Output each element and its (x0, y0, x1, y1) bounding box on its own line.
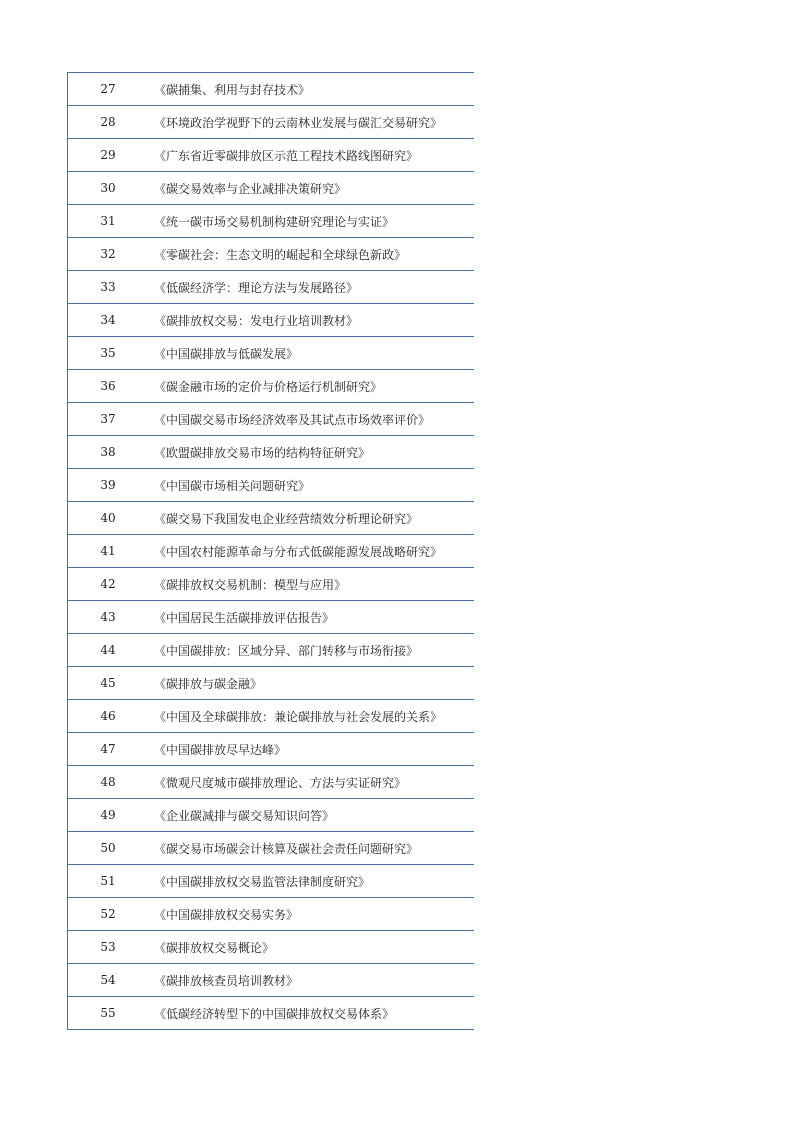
row-number: 34 (100, 313, 116, 327)
book-title: 《零碳社会：生态文明的崛起和全球绿色新政》 (154, 247, 407, 262)
table-row (68, 237, 474, 270)
table-row (68, 831, 474, 864)
table-row (68, 105, 474, 138)
table-row (68, 138, 474, 171)
book-title: 《中国碳交易市场经济效率及其试点市场效率评价》 (154, 412, 431, 427)
row-number: 29 (100, 148, 116, 162)
row-number: 53 (100, 940, 116, 954)
book-title: 《碳交易效率与企业减排决策研究》 (154, 181, 347, 196)
row-number: 46 (100, 709, 116, 723)
book-title: 《碳排放与碳金融》 (154, 676, 263, 691)
table-row (68, 567, 474, 600)
book-title: 《广东省近零碳排放区示范工程技术路线图研究》 (154, 148, 419, 163)
table-row (68, 171, 474, 204)
row-number: 28 (100, 115, 116, 129)
row-number: 42 (100, 577, 116, 591)
row-number: 27 (100, 82, 116, 96)
book-title: 《中国及全球碳排放：兼论碳排放与社会发展的关系》 (154, 709, 443, 724)
row-number: 38 (100, 445, 116, 459)
table-row (68, 270, 474, 303)
table-row (68, 303, 474, 336)
book-title: 《碳捕集、利用与封存技术》 (154, 82, 311, 97)
table-row (68, 864, 474, 897)
table-row (68, 732, 474, 765)
table-row (68, 897, 474, 930)
book-title: 《企业碳减排与碳交易知识问答》 (154, 808, 335, 823)
table-row (68, 633, 474, 666)
row-number: 55 (100, 1006, 116, 1020)
table-row (68, 336, 474, 369)
row-number: 54 (100, 973, 116, 987)
book-title: 《中国碳排放：区域分异、部门转移与市场衔接》 (154, 643, 419, 658)
book-title: 《中国碳排放权交易实务》 (154, 907, 299, 922)
book-title: 《碳排放权交易：发电行业培训教材》 (154, 313, 359, 328)
book-title: 《统一碳市场交易机制构建研究理论与实证》 (154, 214, 395, 229)
book-title: 《中国碳市场相关问题研究》 (154, 478, 311, 493)
row-number: 33 (100, 280, 116, 294)
row-number: 40 (100, 511, 116, 525)
row-number: 48 (100, 775, 116, 789)
table-row (68, 765, 474, 798)
table-row (68, 468, 474, 501)
book-title: 《中国居民生活碳排放评估报告》 (154, 610, 335, 625)
book-title: 《中国碳排放与低碳发展》 (154, 346, 299, 361)
book-list-table (67, 72, 474, 1030)
table-row (68, 72, 474, 105)
row-number: 32 (100, 247, 116, 261)
row-number: 36 (100, 379, 116, 393)
row-number: 47 (100, 742, 116, 756)
book-title: 《微观尺度城市碳排放理论、方法与实证研究》 (154, 775, 407, 790)
book-title: 《碳排放权交易概论》 (154, 940, 275, 955)
row-number: 45 (100, 676, 116, 690)
row-number: 39 (100, 478, 116, 492)
book-title: 《碳排放核查员培训教材》 (154, 973, 299, 988)
row-number: 31 (100, 214, 116, 228)
table-row (68, 699, 474, 732)
table-row (68, 666, 474, 699)
table-row (68, 435, 474, 468)
row-number: 51 (100, 874, 116, 888)
row-number: 35 (100, 346, 116, 360)
book-title: 《碳排放权交易机制：模型与应用》 (154, 577, 347, 592)
book-title: 《低碳经济转型下的中国碳排放权交易体系》 (154, 1006, 395, 1021)
table-row (68, 996, 474, 1030)
table-row (68, 204, 474, 237)
book-title: 《中国农村能源革命与分布式低碳能源发展战略研究》 (154, 544, 443, 559)
book-title: 《低碳经济学：理论方法与发展路径》 (154, 280, 359, 295)
table-row (68, 501, 474, 534)
row-number: 52 (100, 907, 116, 921)
row-number: 50 (100, 841, 116, 855)
row-number: 41 (100, 544, 116, 558)
table-row (68, 963, 474, 996)
row-number: 49 (100, 808, 116, 822)
book-title: 《环境政治学视野下的云南林业发展与碳汇交易研究》 (154, 115, 443, 130)
table-row (68, 402, 474, 435)
book-title: 《中国碳排放尽早达峰》 (154, 742, 287, 757)
book-title: 《碳交易市场碳会计核算及碳社会责任问题研究》 (154, 841, 419, 856)
row-number: 30 (100, 181, 116, 195)
table-row (68, 600, 474, 633)
table-row (68, 369, 474, 402)
book-title: 《碳交易下我国发电企业经营绩效分析理论研究》 (154, 511, 419, 526)
row-number: 44 (100, 643, 116, 657)
table-row (68, 798, 474, 831)
row-number: 43 (100, 610, 116, 624)
book-title: 《碳金融市场的定价与价格运行机制研究》 (154, 379, 383, 394)
book-title: 《中国碳排放权交易监管法律制度研究》 (154, 874, 371, 889)
table-row (68, 534, 474, 567)
table-row (68, 930, 474, 963)
book-title: 《欧盟碳排放交易市场的结构特征研究》 (154, 445, 371, 460)
row-number: 37 (100, 412, 116, 426)
